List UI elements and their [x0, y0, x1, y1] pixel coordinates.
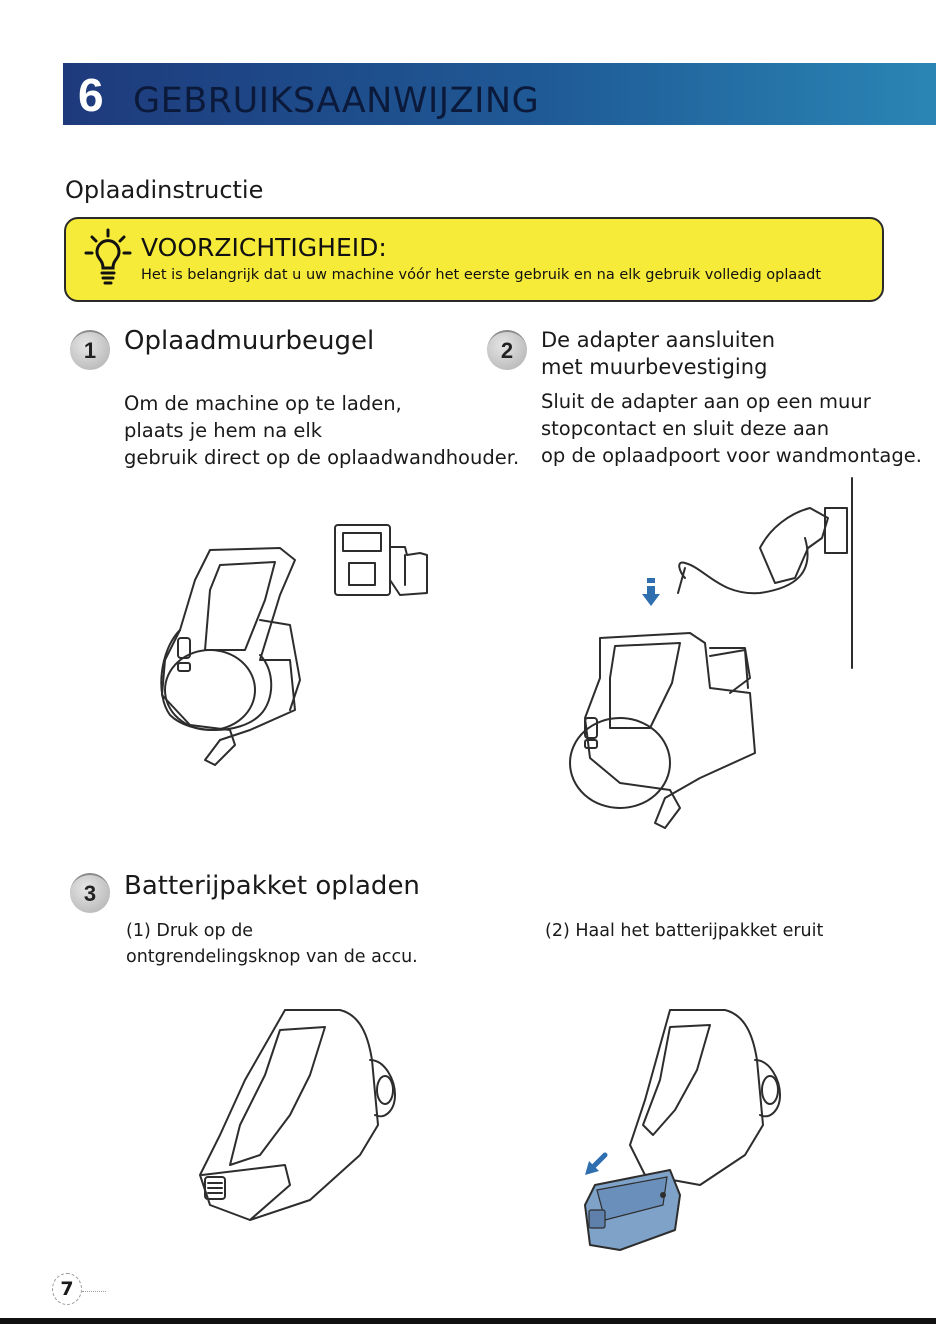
vacuum-body-illustration	[150, 520, 450, 780]
caution-title: VOORZICHTIGHEID:	[141, 233, 387, 262]
step-1-line: Om de machine op te laden,	[124, 392, 402, 415]
step-3-sub1-line: (1) Druk op de	[126, 921, 254, 941]
step-2-line: op de oplaadpoort voor wandmontage.	[541, 444, 922, 467]
step-2-badge: 2	[487, 330, 527, 370]
chapter-number: 6	[78, 69, 104, 121]
step-3-title: Batterijpakket opladen	[124, 871, 420, 901]
battery-removal-illustration	[575, 1005, 825, 1265]
step-3-sub1-line: ontgrendelingsknop van de accu.	[126, 947, 418, 967]
chapter-title: GEBRUIKSAANWIJZING	[133, 81, 540, 121]
step-1-line: plaats je hem na elk	[124, 419, 323, 442]
step-1-badge: 1	[70, 330, 110, 370]
step-3-sub2: (2) Haal het batterijpakket eruit	[545, 921, 824, 941]
step-2-title-line: met muurbevestiging	[541, 355, 768, 379]
step-2-text	[541, 388, 922, 469]
adapter-wall-mount-illustration	[560, 478, 860, 848]
step-1-title: Oplaadmuurbeugel	[124, 326, 375, 356]
step-2-line: stopcontact en sluit deze aan	[541, 417, 830, 440]
out-arrow-icon	[585, 1155, 605, 1175]
page-number: 7	[52, 1273, 82, 1305]
step-2-line: Sluit de adapter aan op een muur	[541, 390, 871, 413]
caution-text: Het is belangrijk dat u uw machine vóór het eerste gebruik en na elk gebruik volledig oplaadt	[141, 267, 822, 283]
step-2-title	[541, 327, 775, 381]
battery-pack	[585, 1170, 680, 1250]
step-2-title-line: De adapter aansluiten	[541, 328, 776, 352]
down-arrow-icon	[642, 578, 660, 606]
step-3-badge: 3	[70, 873, 110, 913]
page-number-dots	[82, 1291, 106, 1292]
battery-release-illustration	[190, 1005, 420, 1225]
step-1-line: gebruik direct op de oplaadwandhouder.	[124, 446, 520, 469]
bottom-edge-line	[0, 1318, 936, 1324]
step-3-sub1	[126, 918, 418, 970]
lightbulb-icon	[84, 228, 132, 288]
step-1-text	[124, 390, 519, 471]
section-title: Oplaadinstructie	[65, 176, 264, 204]
